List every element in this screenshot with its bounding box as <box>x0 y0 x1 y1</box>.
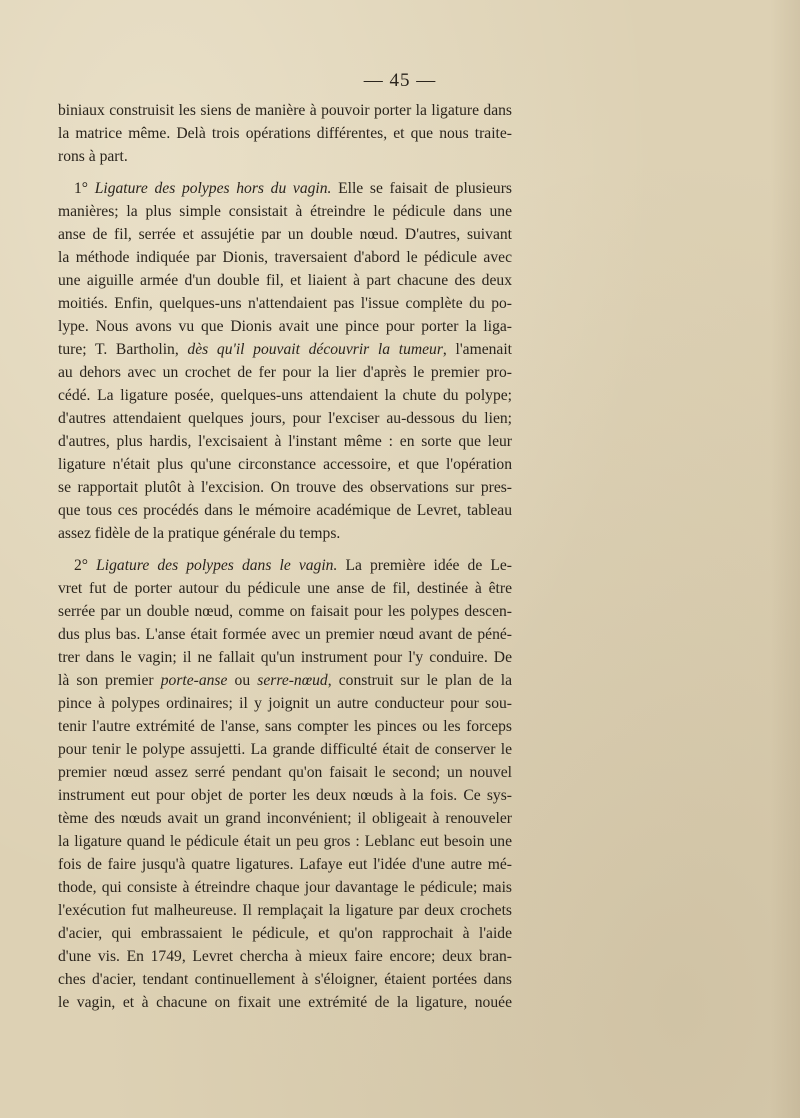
text-line: anse de fil, serrée et assujétie par un double nœud. D'autres, suivant <box>58 226 512 243</box>
text-line: pour tenir le polype assujetti. La grande difficulté était de conserver le <box>58 741 512 758</box>
text-line: instrument eut pour objet de porter les deux nœuds à la fois. Ce sys- <box>58 787 512 804</box>
section-title: Ligature des polypes hors du vagin. <box>94 180 332 197</box>
text-fragment: , construit sur le plan de la <box>327 672 512 689</box>
text-line: le vagin, et à chacune on fixait une extrémité de la ligature, nouée <box>58 994 512 1011</box>
text-line: l'exécution fut malheureuse. Il remplaçait la ligature par deux crochets <box>58 902 512 919</box>
text-line: thode, qui consiste à étreindre chaque jour davantage le pédicule; mais <box>58 879 512 896</box>
text-line: assez fidèle de la pratique générale du temps. <box>58 525 341 542</box>
text-line: d'autres attendaient quelques jours, pour l'exciser au-dessous du lien; <box>58 410 512 427</box>
text-line: premier nœud assez serré pendant qu'on faisait le second; un nouvel <box>58 764 512 781</box>
text-line: ches d'acier, tendant continuellement à s'éloigner, étaient portées dans <box>58 971 512 988</box>
italic-quote: dès qu'il pouvait découvrir la tumeur <box>187 341 443 358</box>
text-line: d'autres, plus hardis, l'excisaient à l'instant même : en sorte que leur <box>58 433 512 450</box>
text-line: la matrice même. Delà trois opérations différentes, et que nous traite- <box>58 125 512 142</box>
page-number: — 45 — <box>363 70 437 91</box>
page-edge-shadow <box>770 0 800 1118</box>
italic-term: serre-nœud <box>257 672 328 689</box>
text-line: se rapportait plutôt à l'excision. On trouve des observations sur pres- <box>58 479 512 496</box>
section-heading-line <box>58 554 512 577</box>
italic-term: porte-anse <box>160 672 228 689</box>
text-fragment: ou <box>227 672 258 689</box>
section-heading-line <box>58 177 512 200</box>
text-line: lype. Nous avons vu que Dionis avait une pince pour porter la liga- <box>58 318 512 335</box>
text-line: tème des nœuds avait un grand inconvénient; il obligeait à renouveler <box>58 810 512 827</box>
text-fragment: ture; T. Bartholin, <box>58 341 188 358</box>
text-line: pince à polypes ordinaires; il y joignit un autre conducteur pour sou- <box>58 695 512 712</box>
text-line: la méthode indiquée par Dionis, traversaient d'abord le pédicule avec <box>58 249 512 266</box>
section-number: 2° <box>74 557 97 574</box>
text-line: d'acier, qui embrassaient le pédicule, et qu'on rapprochait à l'aide <box>58 925 512 942</box>
text-line <box>58 669 512 692</box>
page-text <box>58 99 512 1014</box>
section-number: 1° <box>74 180 95 197</box>
text-line: d'une vis. En 1749, Levret chercha à mieux faire encore; deux bran- <box>58 948 512 965</box>
text-line: cédé. La ligature posée, quelques-uns attendaient la chute du polype; <box>58 387 512 404</box>
text-line: rons à part. <box>58 148 128 165</box>
text-line: manières; la plus simple consistait à étreindre le pédicule dans une <box>58 203 512 220</box>
text-line: dus plus bas. L'anse était formée avec un premier nœud avant de péné- <box>58 626 512 643</box>
text-line: que tous ces procédés dans le mémoire académique de Levret, tableau <box>58 502 512 519</box>
text-fragment: La première idée de Le- <box>337 557 512 574</box>
text-line <box>58 338 512 361</box>
text-fragment: Elle se faisait de plusieurs <box>331 180 512 197</box>
text-line: vret fut de porter autour du pédicule une anse de fil, destinée à être <box>58 580 512 597</box>
text-line: au dehors avec un crochet de fer pour la lier d'après le premier pro- <box>58 364 512 381</box>
text-line: biniaux construisit les siens de manière à pouvoir porter la ligature dans <box>58 102 512 119</box>
text-line: serrée par un double nœud, comme on faisait pour les polypes descen- <box>58 603 512 620</box>
text-line: la ligature quand le pédicule était un peu gros : Leblanc eut besoin une <box>58 833 512 850</box>
text-line: ligature n'était plus qu'une circonstance accessoire, et que l'opération <box>58 456 512 473</box>
text-line: trer dans le vagin; il ne fallait qu'un instrument pour l'y conduire. De <box>58 649 512 666</box>
text-line: fois de faire jusqu'à quatre ligatures. Lafaye eut l'idée d'une autre mé- <box>58 856 512 873</box>
section-title: Ligature des polypes dans le vagin. <box>96 557 338 574</box>
text-line: tenir l'autre extrémité de l'anse, sans compter les pinces ou les forceps <box>58 718 512 735</box>
text-fragment: , l'amenait <box>442 341 512 358</box>
text-line: moitiés. Enfin, quelques-uns n'attendaient pas l'issue complète du po- <box>58 295 512 312</box>
text-fragment: là son premier <box>58 672 161 689</box>
text-line: une aiguille armée d'un double fil, et liaient à part chacune des deux <box>58 272 512 289</box>
